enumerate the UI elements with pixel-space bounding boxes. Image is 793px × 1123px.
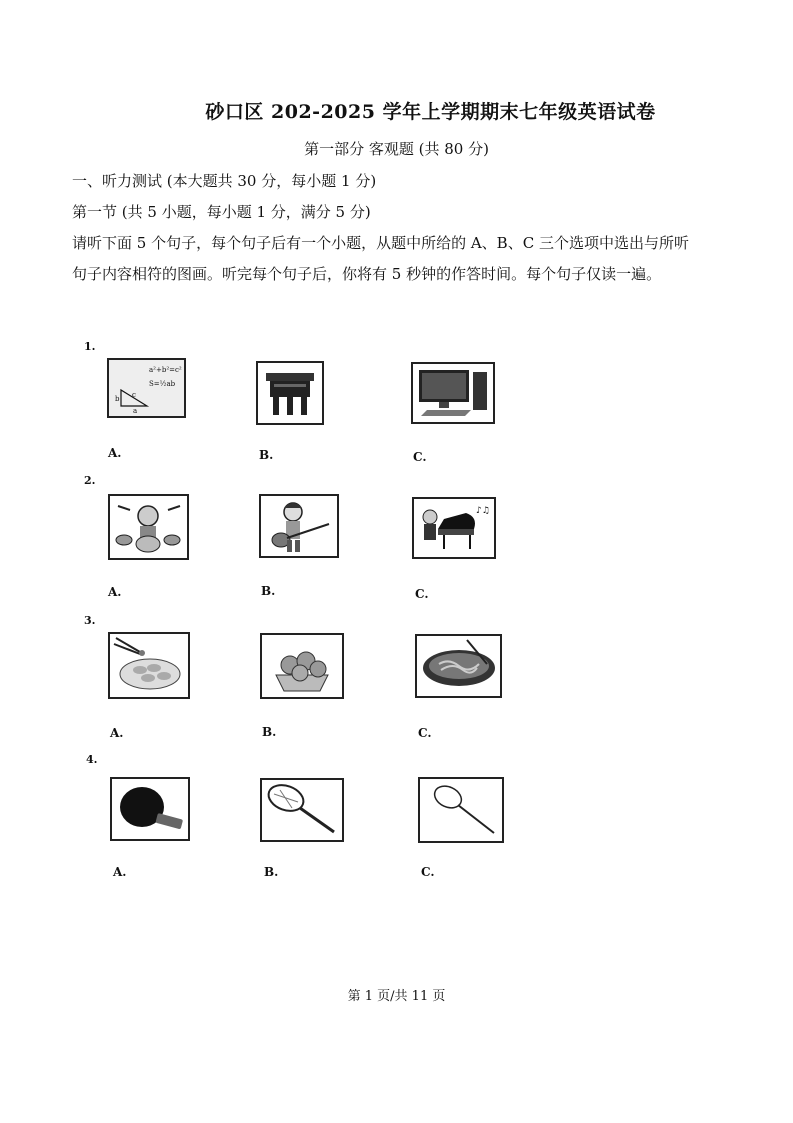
option-label: B. <box>259 448 274 462</box>
option-label: A. <box>110 726 124 740</box>
instruction-line-2: 句子内容相符的图画。听完每个句子后，你将有 5 秒钟的作答时间。每个句子仅读一遍。 <box>72 265 662 283</box>
option-label: C. <box>418 726 432 740</box>
option-label: B. <box>261 584 276 598</box>
question-number: 2. <box>84 474 96 487</box>
ping-pong-paddle-icon <box>110 777 190 841</box>
bronze-ding-icon <box>256 361 324 425</box>
option-label: B. <box>262 725 277 739</box>
math-formula-board-icon <box>107 358 186 418</box>
instruction-line-1: 请听下面 5 个句子，每个句子后有一个小题，从题中所给的 A、B、C 三个选项中选出与所听 <box>72 234 689 252</box>
option-label: C. <box>421 865 435 879</box>
guitar-boy-icon <box>259 494 339 558</box>
page-title: 砂口区 202-2025 学年上学期期末七年级英语试卷 <box>205 101 656 123</box>
question-number: 4. <box>86 753 98 766</box>
option-label: C. <box>415 587 429 601</box>
side-label-a: a <box>133 407 138 415</box>
rice-balls-icon <box>260 633 344 699</box>
tennis-racket-icon <box>260 778 344 842</box>
section-heading: 一、听力测试 (本大题共 30 分，每小题 1 分) <box>72 172 377 190</box>
noodles-bowl-icon <box>415 634 502 698</box>
formula-text-2: S=½ab <box>149 380 176 388</box>
option-label: C. <box>413 450 427 464</box>
option-label: B. <box>264 865 279 879</box>
desktop-computer-icon <box>411 362 495 424</box>
svg-text:♪♫: ♪♫ <box>476 506 490 516</box>
side-label-c: c <box>132 391 136 399</box>
badminton-racket-icon <box>418 777 504 843</box>
dumplings-icon <box>108 632 190 699</box>
page-footer: 第 1 页/共 11 页 <box>347 989 446 1004</box>
formula-text-1: a²+b²=c² <box>149 366 182 374</box>
side-label-b: b <box>115 395 120 403</box>
option-label: A. <box>108 585 122 599</box>
section-part: 第一节 (共 5 小题，每小题 1 分，满分 5 分) <box>72 203 371 221</box>
question-number: 1. <box>84 340 96 353</box>
question-number: 3. <box>84 614 96 627</box>
piano-player-icon <box>412 497 496 559</box>
page-subtitle: 第一部分 客观题 (共 80 分) <box>304 140 489 158</box>
option-label: A. <box>108 446 122 460</box>
option-label: A. <box>113 865 127 879</box>
drummer-boy-icon <box>108 494 189 560</box>
